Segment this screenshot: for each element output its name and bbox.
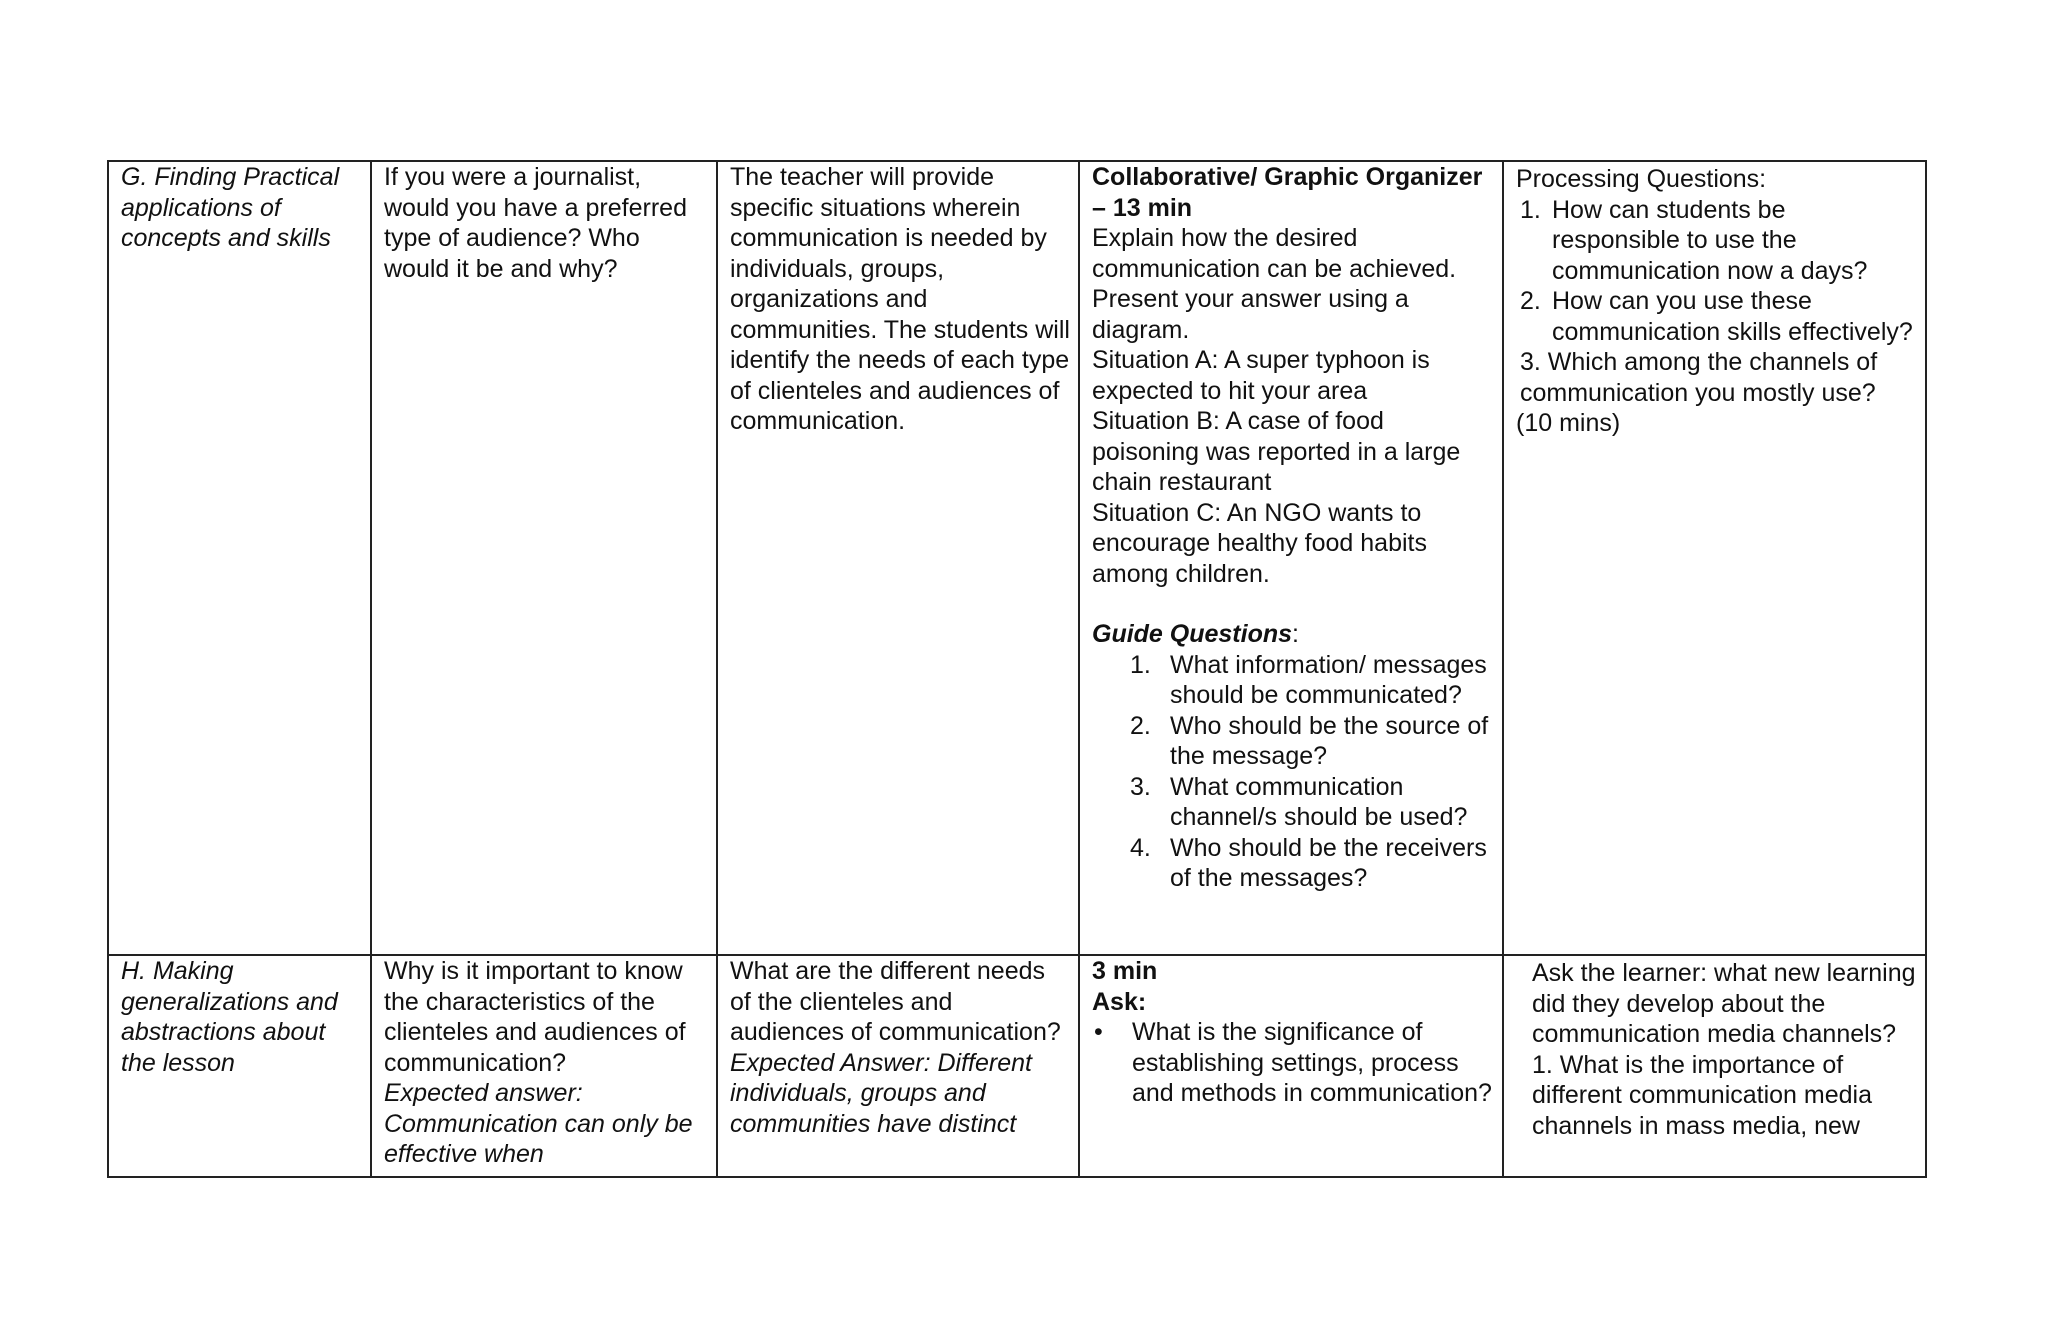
guide-questions-list <box>1130 650 1496 894</box>
activity-text: Why is it important to know the characteristics of the clienteles and audiences of communication? <box>384 957 686 1077</box>
teacher-cell-h <box>718 956 1078 1176</box>
list-text: Who should be the source of the message? <box>1170 711 1489 770</box>
list-number: 3. <box>1130 772 1151 801</box>
processing-item-3: 3. Which among the channels of communication you mostly use? <box>1520 348 1878 407</box>
activity-text: If you were a journalist, would you have a preferred type of audience? Who would it be and why? <box>384 163 687 283</box>
task-time: 3 min <box>1092 957 1158 985</box>
situation-c: Situation C: An NGO wants to encourage healthy food habits among children. <box>1092 498 1427 588</box>
lesson-plan-table <box>107 160 1927 1178</box>
task-heading: Collaborative/ Graphic Organizer – 13 min <box>1092 163 1483 222</box>
table-border-bottom <box>107 1176 1927 1178</box>
guide-questions-colon: : <box>1292 620 1299 648</box>
list-item <box>1520 286 1919 347</box>
list-item <box>1130 650 1496 711</box>
list-number: 4. <box>1130 833 1151 862</box>
processing-list <box>1520 195 1919 348</box>
situation-a: Situation A: A super typhoon is expected to hit your area <box>1092 346 1430 405</box>
guide-questions-label: Guide Questions <box>1092 620 1293 648</box>
list-text: Who should be the receivers of the messages? <box>1170 833 1487 892</box>
list-text: How can students be responsible to use the communication now a days? <box>1552 195 1868 285</box>
processing-cell-g <box>1504 162 1925 954</box>
list-text: What communication channel/s should be used? <box>1170 772 1468 831</box>
list-item <box>1520 195 1919 287</box>
situation-b: Situation B: A case of food poisoning was reported in a large chain restaurant <box>1092 407 1461 496</box>
task-cell-g <box>1080 162 1502 954</box>
list-text: What information/ messages should be communicated? <box>1170 650 1487 709</box>
processing-intro: Ask the learner: what new learning did they develop about the communication media channels? <box>1532 959 1916 1048</box>
list-item <box>1130 772 1496 833</box>
processing-heading: Processing Questions: <box>1516 165 1767 193</box>
list-item <box>1130 711 1496 772</box>
list-item <box>1130 833 1496 894</box>
list-number: 2. <box>1130 711 1151 740</box>
list-number: 1. <box>1130 650 1151 679</box>
list-number: 2. <box>1520 287 1541 315</box>
list-item <box>1092 1017 1496 1109</box>
task-ask: Ask: <box>1092 987 1147 1016</box>
phase-cell-g <box>109 162 370 954</box>
processing-q1: 1. What is the importance of different communication media channels in mass media, new <box>1532 1050 1872 1140</box>
teacher-text: What are the different needs of the clienteles and audiences of communication? <box>730 957 1061 1046</box>
bullet: • <box>1094 1018 1103 1046</box>
processing-cell-h <box>1504 956 1925 1176</box>
task-line: Explain how the desired communication can be achieved. Present your answer using a diagram. <box>1092 224 1457 344</box>
expected-answer: Expected answer: Communication can only be effective when <box>384 1079 693 1168</box>
task-cell-h <box>1080 956 1502 1176</box>
teacher-text: The teacher will provide specific situations wherein communication is needed by individuals, groups, organizations and communities. The students will identify the needs of each type of clienteles and audiences of communication. <box>730 163 1070 435</box>
phase-label: G. Finding Practical applications of concepts and skills <box>121 163 340 252</box>
list-number: 1. <box>1520 195 1541 224</box>
table-border-right <box>1925 160 1927 1178</box>
list-text: What is the significance of establishing settings, process and methods in communication? <box>1132 1018 1492 1107</box>
activity-cell-g <box>372 162 716 954</box>
phase-label: H. Making generalizations and abstractions about the lesson <box>121 957 338 1077</box>
processing-time: (10 mins) <box>1516 409 1621 437</box>
activity-cell-h <box>372 956 716 1176</box>
teacher-cell-g <box>718 162 1078 954</box>
expected-answer: Expected Answer: Different individuals, groups and communities have distinct <box>730 1048 1032 1138</box>
list-text: How can you use these communication skills effectively? <box>1552 287 1913 346</box>
guide-questions-heading <box>1092 619 1496 650</box>
phase-cell-h <box>109 956 370 1176</box>
